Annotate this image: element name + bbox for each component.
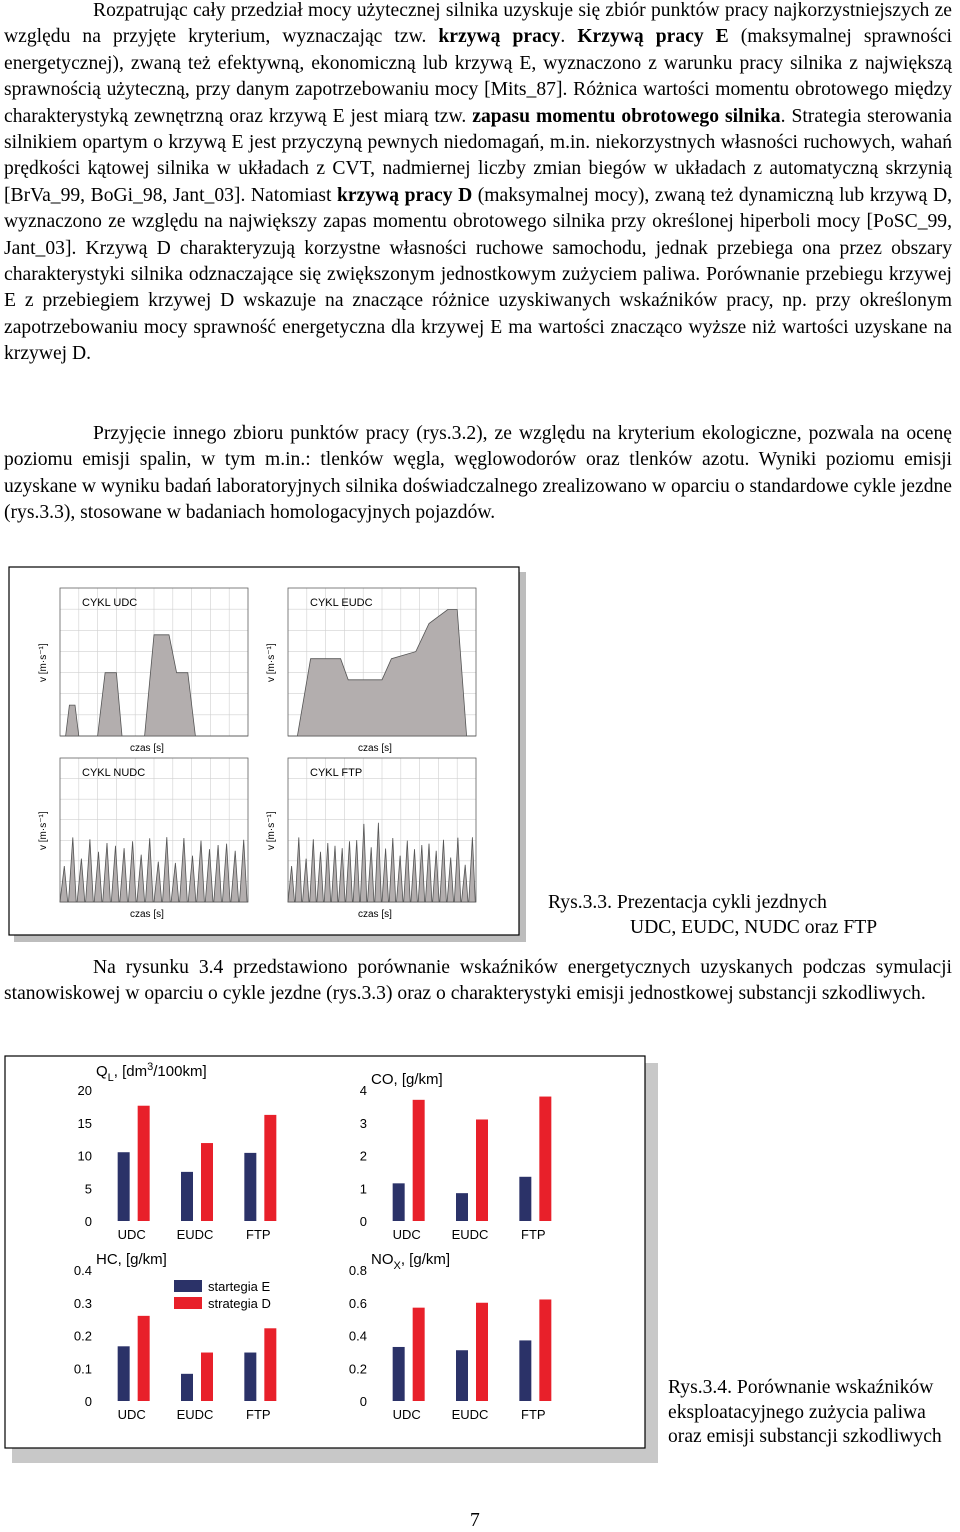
bar-strategia-d — [138, 1106, 150, 1221]
text-run: (maksymalnej sprawności energetycznej), zwaną też efektywną, ekonomiczną lub krzywą E, wyznaczono z warunku pracy silnika z największą sprawnością użyteczną, przy danym zapotrzebowaniu mocy [Mits_87]. Różnica wartości momentu obrotowego między charakterystyką zewnętrzną oraz krzywą E jest miarą tzw. — [4, 26, 952, 127]
x-tick-label: FTP — [521, 1407, 546, 1422]
y-axis-label: v [m·s⁻¹] — [266, 811, 277, 850]
y-tick-label: 5 — [84, 1181, 92, 1197]
bar-strategia-d — [264, 1115, 276, 1221]
figure-3-4-caption-line2: eksploatacyjnego zużycia paliwa — [668, 1401, 926, 1423]
figure-3-4-caption — [668, 1376, 942, 1450]
y-axis-label: v [m·s⁻¹] — [38, 811, 49, 850]
bar-strategia-e — [181, 1374, 193, 1401]
x-tick-label: UDC — [117, 1227, 146, 1242]
bar-strategia-e — [393, 1183, 405, 1221]
bar-strategia-e — [519, 1340, 531, 1401]
bar-strategia-e — [456, 1350, 468, 1401]
emissions-bar-charts-svg — [4, 1055, 660, 1465]
x-tick-label: EUDC — [176, 1407, 214, 1422]
y-tick-label: 0.2 — [73, 1328, 92, 1344]
text-run: . — [560, 26, 578, 48]
figure-3-4-caption-line1: Rys.3.4. Porównanie wskaźników — [668, 1377, 934, 1398]
figure-3-3-caption-line1: Rys.3.3. Prezentacja cykli jezdnych — [548, 892, 827, 913]
y-tick-label: 10 — [77, 1148, 92, 1164]
x-tick-label: FTP — [246, 1227, 271, 1242]
x-tick-label: EUDC — [451, 1227, 489, 1242]
paragraph-kryterium-ekologiczne: Przyjęcie innego zbioru punktów pracy (rys.3.2), ze względu na kryterium ekologiczne, pozwala na ocenę poziomu emisji spalin, w tym m.in.: tlenków węgla, węglowodorów oraz tlenków azotu. Wyniki poziomu emisji uzyskane w wyniku badań laboratoryjnych silnika doświadczalnego zrealizowano w oparciu o standardowe cykle jezdne (rys.3.3), stosowane w badaniach homologacyjnych pojazdów. — [4, 423, 952, 524]
y-tick-label: 0.6 — [348, 1295, 367, 1311]
text-run: . Strategia sterowania silnikiem opartym o krzywą E jest przyczyną pewnych niedomagań, m.in. niekorzystnych własności ruchowych, wahań prędkości kątowej silnika w układach z CVT, nadmiernej liczby zmian biegów w układach z automatyczną skrzynią [BrVa_99, BoGi_98, Jant_03]. Natomiast — [4, 105, 952, 206]
legend-swatch-strategia-e — [174, 1280, 202, 1292]
y-axis-label: v [m·s⁻¹] — [38, 643, 49, 682]
y-tick-label: 0.3 — [73, 1295, 92, 1311]
bar-strategia-e — [393, 1347, 405, 1401]
paragraph-krzywa-pracy — [4, 0, 952, 368]
x-tick-label: EUDC — [176, 1227, 214, 1242]
x-axis-label: czas [s] — [358, 909, 392, 920]
bold-term: krzywą pracy — [438, 26, 561, 48]
y-tick-label: 0 — [84, 1394, 92, 1409]
bar-strategia-e — [118, 1152, 130, 1221]
bar-strategia-d — [201, 1143, 213, 1221]
x-tick-label: UDC — [392, 1227, 421, 1242]
bar-strategia-d — [413, 1308, 425, 1401]
y-tick-label: 2 — [359, 1148, 367, 1164]
x-tick-label: FTP — [246, 1407, 271, 1422]
y-tick-label: 0.2 — [348, 1361, 367, 1377]
bar-strategia-d — [539, 1097, 551, 1221]
bar-strategia-d — [138, 1316, 150, 1401]
x-tick-label: UDC — [392, 1407, 421, 1422]
y-tick-label: 0 — [84, 1214, 92, 1229]
legend-label-strategia-e: startegia E — [208, 1279, 271, 1294]
cycle-title: CYKL FTP — [310, 767, 363, 779]
chart-title: HC, [g/km] — [96, 1251, 167, 1268]
driving-cycles-svg — [8, 566, 528, 944]
x-tick-label: UDC — [117, 1407, 146, 1422]
bar-strategia-e — [456, 1193, 468, 1221]
x-axis-label: czas [s] — [130, 909, 164, 920]
bold-term: Krzywą pracy E — [577, 26, 729, 48]
bar-strategia-d — [413, 1100, 425, 1221]
y-tick-label: 0.4 — [73, 1263, 92, 1278]
y-tick-label: 15 — [77, 1115, 92, 1131]
figure-emissions-comparison — [4, 1055, 660, 1465]
y-tick-label: 3 — [359, 1115, 367, 1131]
title-part: Q — [96, 1063, 108, 1080]
cycle-title: CYKL NUDC — [82, 767, 146, 779]
bar-strategia-e — [244, 1153, 256, 1221]
bold-term: krzywą pracy D — [337, 184, 473, 206]
bar-strategia-d — [539, 1299, 551, 1401]
title-subscript: L — [107, 1072, 114, 1084]
title-part: NO — [371, 1251, 394, 1268]
cycle-title: CYKL EUDC — [310, 597, 373, 609]
bold-term: zapasu momentu obrotowego silnika — [472, 105, 781, 127]
title-part: , [dm — [113, 1063, 148, 1080]
y-tick-label: 0 — [359, 1394, 367, 1409]
y-tick-label: 1 — [359, 1181, 367, 1197]
bar-strategia-e — [519, 1177, 531, 1221]
figure-driving-cycles — [8, 566, 528, 944]
x-tick-label: FTP — [521, 1227, 546, 1242]
bar-strategia-e — [118, 1346, 130, 1401]
bar-strategia-d — [201, 1353, 213, 1401]
title-subscript: X — [393, 1260, 401, 1272]
page-number: 7 — [470, 1510, 480, 1531]
x-tick-label: EUDC — [451, 1407, 489, 1422]
text-run: Rozpatrując cały przedział mocy użytecznej silnika uzyskuje się zbiór punktów pracy najkorzystniejszych ze względu na przyjęte kryterium, wyznaczając tzw. — [4, 0, 952, 48]
y-tick-label: 4 — [359, 1083, 367, 1098]
cycle-title: CYKL UDC — [82, 597, 138, 609]
title-part: , [g/km] — [400, 1251, 451, 1268]
bar-strategia-d — [476, 1303, 488, 1401]
y-tick-label: 0 — [359, 1214, 367, 1229]
x-axis-label: czas [s] — [130, 743, 164, 754]
y-tick-label: 0.4 — [348, 1328, 367, 1344]
y-tick-label: 0.8 — [348, 1263, 367, 1278]
legend-swatch-strategia-d — [174, 1297, 202, 1309]
x-axis-label: czas [s] — [358, 743, 392, 754]
y-tick-label: 20 — [77, 1083, 92, 1098]
title-part: /100km] — [153, 1063, 207, 1080]
paragraph-rysunek-3-4: Na rysunku 3.4 przedstawiono porównanie wskaźników energetycznych uzyskanych podczas symulacji stanowiskowej w oparciu o cykle jezdne (rys.3.3) oraz o charakterystyki emisji jednostkowej substancji szkodliwych. — [4, 957, 952, 1005]
bar-strategia-e — [181, 1172, 193, 1221]
y-tick-label: 0.1 — [73, 1361, 92, 1377]
y-axis-label: v [m·s⁻¹] — [266, 643, 277, 682]
text-run: (maksymalnej mocy), zwaną też dynamiczną lub krzywą D, wyznaczono ze względu na największy zapas momentu obrotowego silnika przy określonej hiperboli mocy [PoSC_99, Jant_03]. Krzywą D charakteryzują korzystne własności ruchowe samochodu, jednak przebiega ona przez obszary charakterystyki silnika odznaczające się zwiększonym jednostkowym zużyciem paliwa. Porównanie przebiegu krzywej E z przebiegiem krzywej D wskazuje na znaczące różnice uzyskiwanych wskaźników pracy, np. przy określonym zapotrzebowaniu mocy sprawność energetyczna dla krzywej E ma wartości znacząco wyższe niż wartości uzyskane na krzywej D. — [4, 184, 952, 365]
figure-3-3-caption-line2: UDC, EUDC, NUDC oraz FTP — [630, 917, 878, 938]
bar-strategia-d — [264, 1328, 276, 1401]
figure-3-3-caption — [548, 890, 877, 940]
bar-strategia-d — [476, 1119, 488, 1221]
legend-label-strategia-d: strategia D — [208, 1296, 271, 1311]
figure-3-4-caption-line3: oraz emisji substancji szkodliwych — [668, 1426, 942, 1447]
bar-strategia-e — [244, 1353, 256, 1401]
chart-title: CO, [g/km] — [371, 1071, 443, 1088]
title-superscript: 3 — [147, 1061, 154, 1073]
